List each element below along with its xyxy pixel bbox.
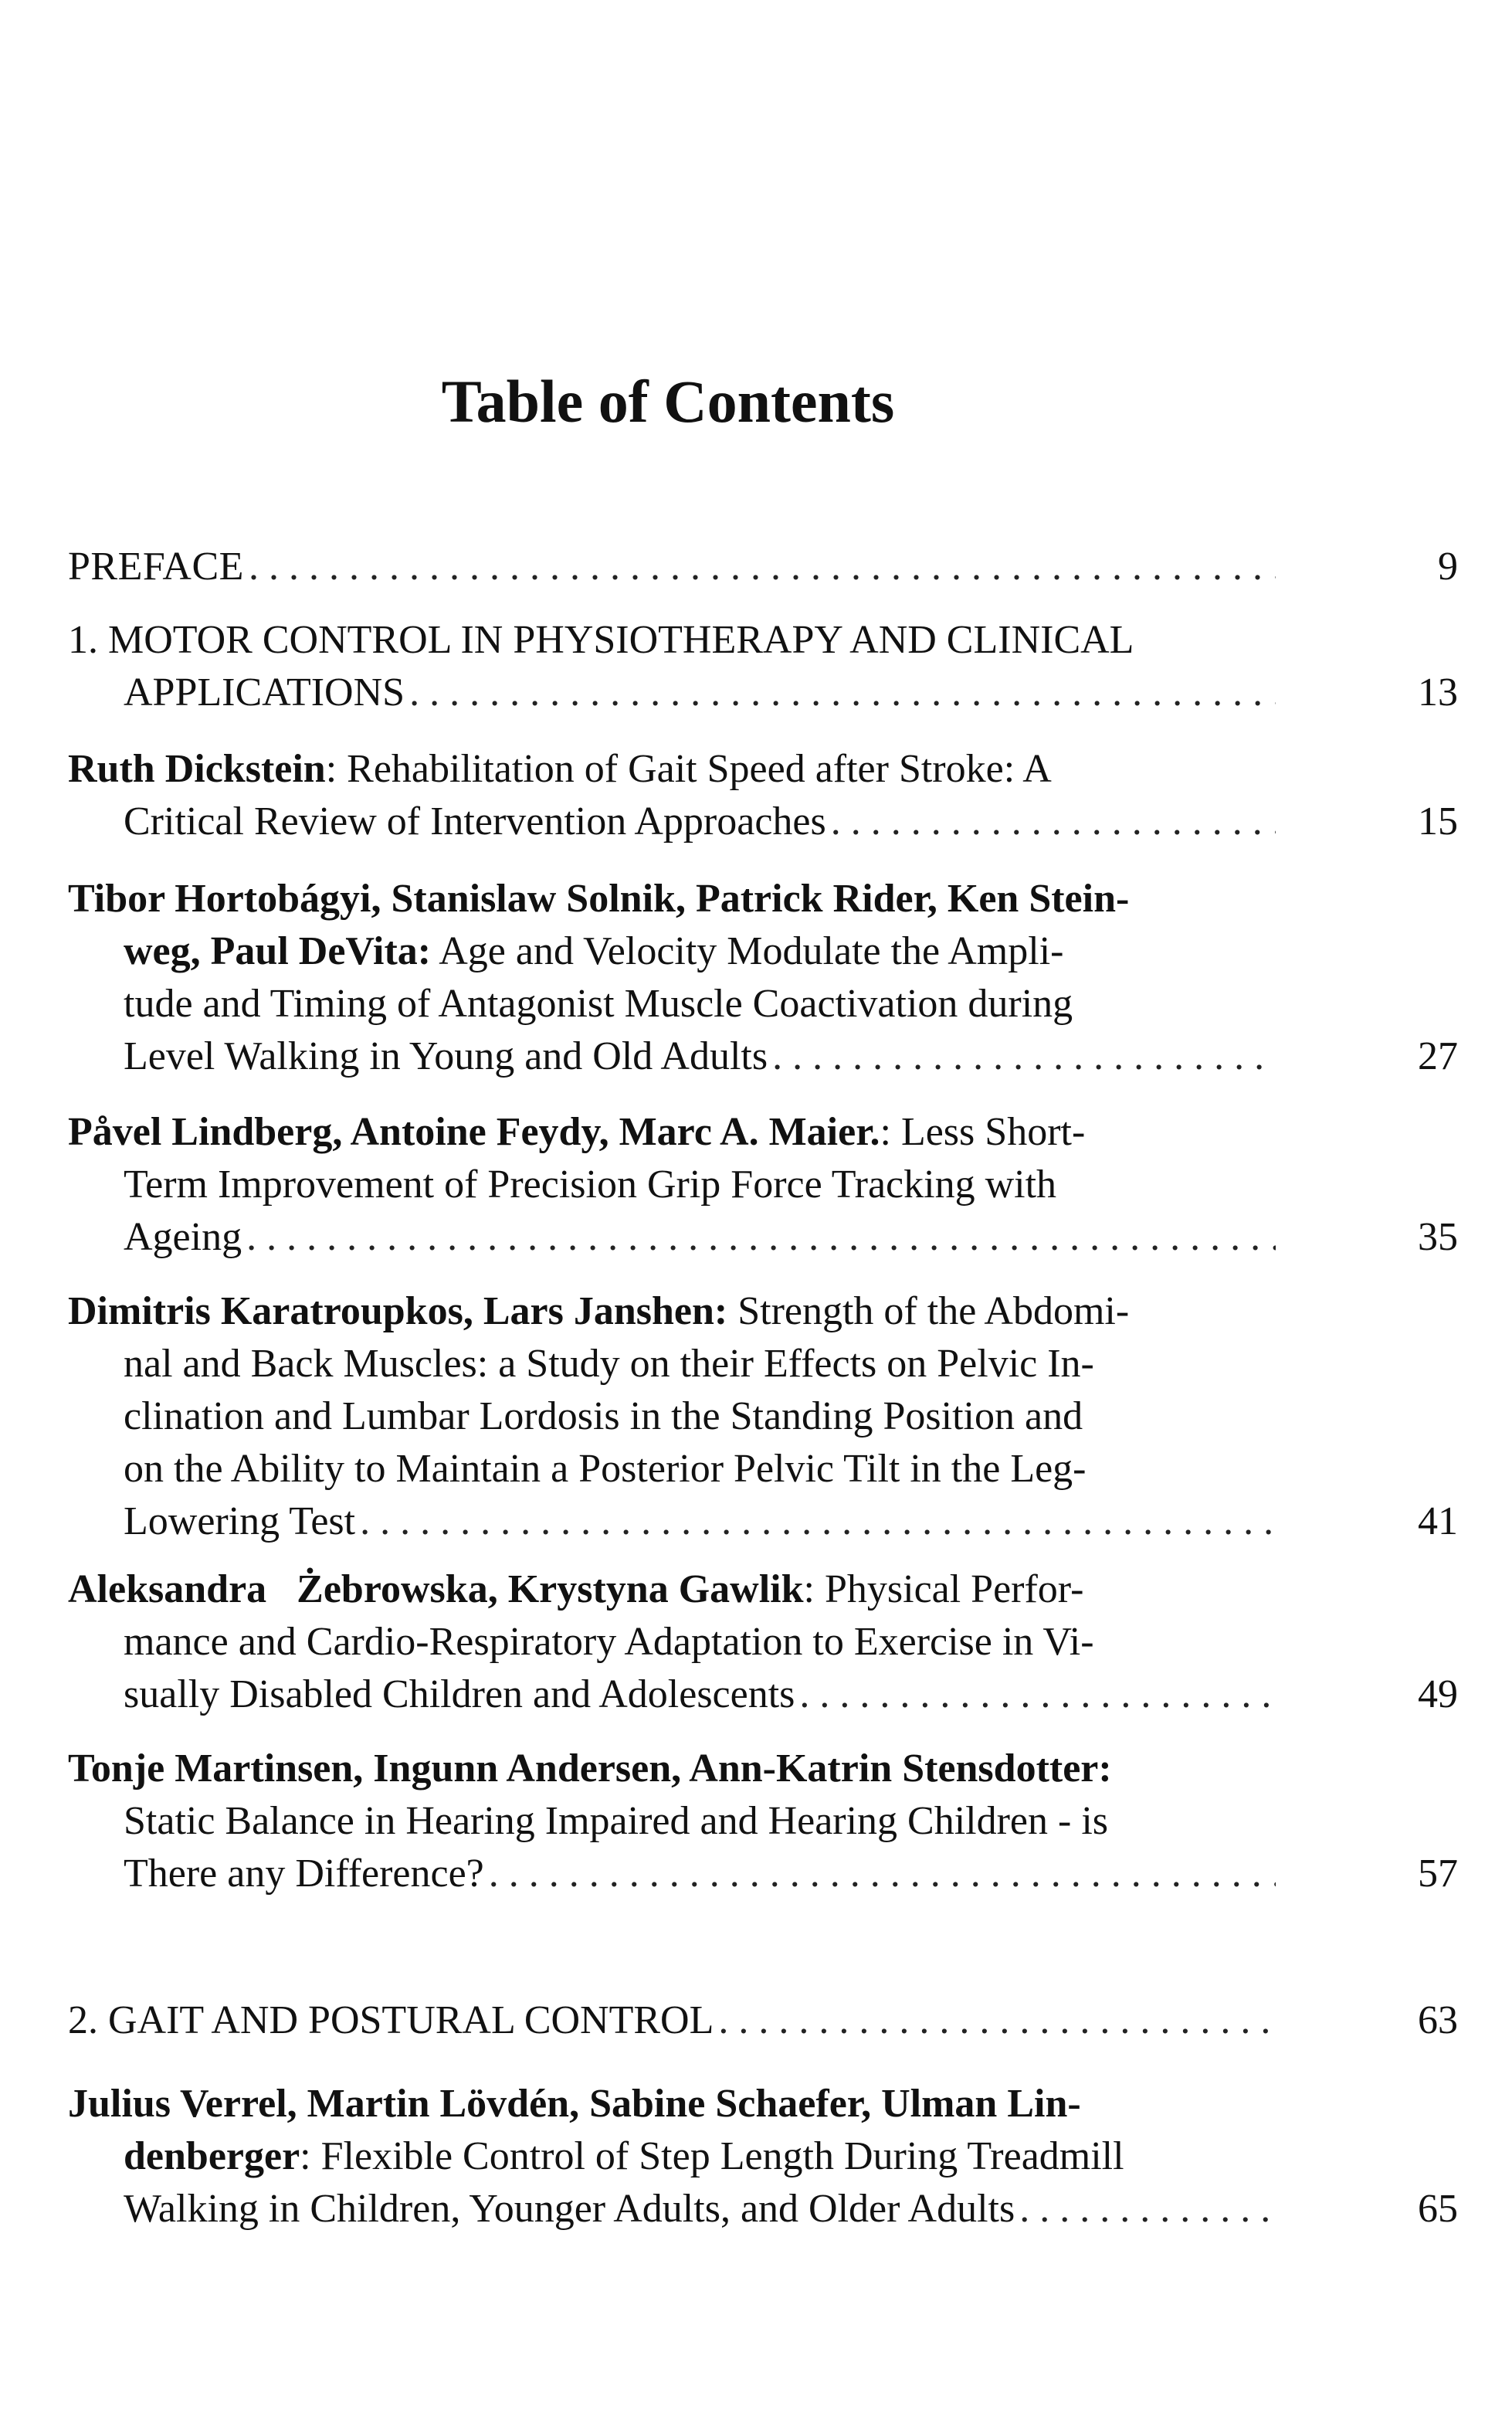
page-title: Table of Contents — [441, 368, 895, 435]
toc-entry-lindberg[interactable] — [68, 1106, 1458, 1264]
dot-leader — [249, 541, 1276, 593]
dot-leader — [489, 1848, 1276, 1900]
entry-title-text: sually Disabled Children and Adolescents — [124, 1672, 795, 1716]
dot-leader — [1019, 2183, 1276, 2235]
entry-authors: Julius Verrel, Martin Lövdén, Sabine Schaefer, Ulman Lin- — [68, 2082, 1081, 2126]
entry-title-text: : Less Short- — [880, 1110, 1086, 1154]
entry-title-text: : Flexible Control of Step Length During Treadmill — [300, 2134, 1124, 2178]
page-number: 13 — [1418, 670, 1458, 715]
toc-entry-section-2[interactable] — [68, 1994, 1458, 2047]
entry-title-text: Level Walking in Young and Old Adults — [124, 1034, 768, 1078]
entry-title-text: Strength of the Abdomi- — [727, 1289, 1130, 1333]
entry-authors: Tibor Hortobágyi, Stanislaw Solnik, Patrick Rider, Ken Stein- — [68, 877, 1130, 921]
entry-title-text: : Physical Perfor- — [803, 1567, 1084, 1611]
toc-entry-martinsen[interactable] — [68, 1743, 1458, 1900]
entry-authors: Tonje Martinsen, Ingunn Andersen, Ann-Katrin Stensdotter: — [68, 1746, 1112, 1791]
entry-title-text: Walking in Children, Younger Adults, and Older Adults — [124, 2187, 1015, 2231]
toc-entry-verrel[interactable] — [68, 2078, 1458, 2235]
entry-authors: weg, Paul DeVita: — [124, 929, 432, 973]
entry-title-text: There any Difference? — [124, 1852, 484, 1896]
entry-title-text: Term Improvement of Precision Grip Force Tracking with — [124, 1163, 1057, 1207]
entry-label: PREFACE — [68, 545, 244, 589]
entry-authors: Påvel Lindberg, Antoine Feydy, Marc A. Maier. — [68, 1110, 880, 1154]
dot-leader — [718, 1994, 1276, 2047]
toc-entry-dickstein[interactable] — [68, 743, 1458, 848]
page-number: 9 — [1438, 545, 1458, 589]
page-number: 49 — [1418, 1672, 1458, 1716]
page-number: 35 — [1418, 1215, 1458, 1259]
entry-title-text: clination and Lumbar Lordosis in the Standing Position and — [124, 1394, 1083, 1438]
page-number: 15 — [1418, 799, 1458, 844]
entry-authors: denberger — [124, 2134, 300, 2178]
entry-authors: Aleksandra Żebrowska, Krystyna Gawlik — [68, 1567, 804, 1611]
entry-title-text: Age and Velocity Modulate the Ampli- — [431, 929, 1064, 973]
toc-entry-section-1[interactable] — [68, 614, 1458, 719]
entry-title-text: on the Ability to Maintain a Posterior Pelvic Tilt in the Leg- — [124, 1447, 1087, 1491]
section-heading-line: APPLICATIONS — [124, 670, 405, 715]
dot-leader — [360, 1495, 1276, 1548]
toc-entry-zebrowska[interactable] — [68, 1563, 1458, 1721]
entry-title-text: : Rehabilitation of Gait Speed after Stroke: A — [325, 747, 1052, 791]
page-number: 41 — [1418, 1499, 1458, 1543]
entry-title-text: tude and Timing of Antagonist Muscle Coactivation during — [124, 982, 1073, 1026]
dot-leader — [772, 1030, 1276, 1083]
toc-entry-hortobagyi[interactable] — [68, 873, 1458, 1083]
entry-title-text: Ageing — [124, 1215, 242, 1259]
entry-authors: Dimitris Karatroupkos, Lars Janshen: — [68, 1289, 728, 1333]
dot-leader — [799, 1668, 1276, 1721]
entry-title-text: mance and Cardio-Respiratory Adaptation to Exercise in Vi- — [124, 1620, 1094, 1664]
toc-entry-preface[interactable] — [68, 541, 1458, 593]
page-number: 57 — [1418, 1852, 1458, 1896]
section-heading-line: 2. GAIT AND POSTURAL CONTROL — [68, 1998, 714, 2042]
dot-leader — [409, 667, 1276, 719]
page-number: 63 — [1418, 1998, 1458, 2042]
section-heading-line: 1. MOTOR CONTROL IN PHYSIOTHERAPY AND CLINICAL — [68, 618, 1134, 662]
entry-title-text: nal and Back Muscles: a Study on their Effects on Pelvic In- — [124, 1342, 1094, 1386]
toc-entry-karatroupkos[interactable] — [68, 1285, 1458, 1548]
dot-leader — [831, 796, 1276, 848]
entry-title-text: Critical Review of Intervention Approaches — [124, 799, 826, 844]
entry-title-text: Static Balance in Hearing Impaired and Hearing Children - is — [124, 1799, 1109, 1843]
entry-authors: Ruth Dickstein — [68, 747, 326, 791]
entry-title-text: Lowering Test — [124, 1499, 356, 1543]
page-number: 27 — [1418, 1034, 1458, 1078]
page-number: 65 — [1418, 2187, 1458, 2231]
dot-leader — [246, 1211, 1276, 1264]
